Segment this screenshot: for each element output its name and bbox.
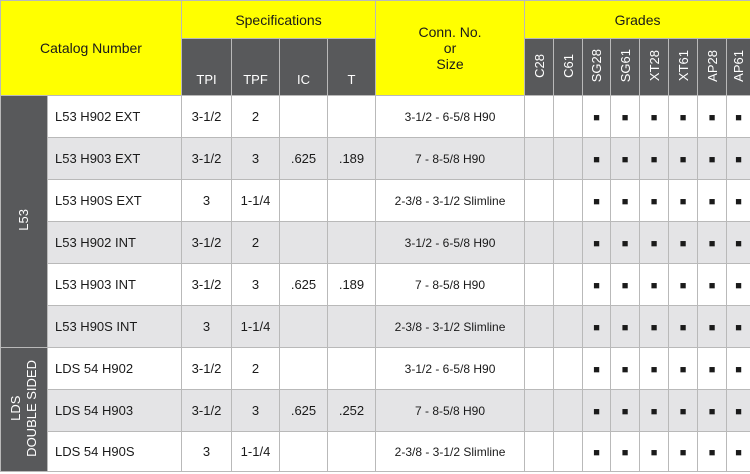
grade-mark-cell [554, 432, 583, 472]
grade-col-ap61 [727, 39, 750, 96]
grade-mark-cell [727, 390, 750, 432]
grade-mark-cell [727, 264, 750, 306]
grade-mark: ■ [735, 280, 742, 292]
grade-mark-cell [554, 390, 583, 432]
t-cell [328, 96, 376, 138]
group-label [8, 360, 40, 457]
grade-mark-cell [525, 264, 554, 306]
grade-mark-cell [727, 138, 750, 180]
grade-mark-cell [525, 348, 554, 390]
grade-mark-cell [554, 348, 583, 390]
tpf-cell: 3 [232, 390, 280, 432]
grade-mark-cell [727, 222, 750, 264]
grade-mark: ■ [593, 238, 600, 250]
grade-mark-cell [611, 138, 640, 180]
grade-mark-cell [698, 180, 727, 222]
grade-col-label: XT28 [646, 49, 662, 82]
grade-mark-cell [669, 432, 698, 472]
tpi-cell: 3-1/2 [182, 348, 232, 390]
grade-mark: ■ [708, 238, 716, 250]
group-label-line: LDS [8, 395, 23, 421]
spec-col-t: T [328, 39, 376, 96]
group-label [16, 209, 32, 231]
grade-mark: ■ [593, 364, 600, 376]
grade-mark: ■ [650, 322, 658, 334]
grade-mark: ■ [593, 154, 600, 166]
grade-mark: ■ [679, 406, 687, 418]
grade-mark: ■ [650, 112, 658, 124]
conn-header-line3: Size [436, 56, 464, 72]
grade-mark-cell [727, 432, 750, 472]
catalog-number-header: Catalog Number [1, 1, 182, 96]
grade-mark: ■ [650, 447, 658, 459]
ic-cell [280, 432, 328, 472]
connection-cell: 2-3/8 - 3-1/2 Slimline [376, 432, 525, 472]
grade-mark: ■ [593, 406, 600, 418]
grade-mark-cell [611, 348, 640, 390]
table-row [1, 96, 750, 138]
grade-mark-cell [583, 264, 611, 306]
tpi-cell: 3-1/2 [182, 264, 232, 306]
grade-mark: ■ [650, 406, 658, 418]
tpf-cell: 3 [232, 264, 280, 306]
connection-cell: 2-3/8 - 3-1/2 Slimline [376, 180, 525, 222]
grade-mark-cell [525, 180, 554, 222]
t-cell [328, 180, 376, 222]
tpi-cell: 3 [182, 306, 232, 348]
grade-col-sg61 [611, 39, 640, 96]
grade-mark: ■ [708, 154, 716, 166]
grade-mark: ■ [650, 238, 658, 250]
t-cell [328, 222, 376, 264]
ic-cell [280, 96, 328, 138]
grade-mark: ■ [708, 196, 716, 208]
catalog-number-cell: L53 H903 INT [48, 264, 182, 306]
grade-mark-cell [611, 306, 640, 348]
grade-mark: ■ [593, 322, 600, 334]
tpf-cell: 2 [232, 96, 280, 138]
t-cell: .189 [328, 138, 376, 180]
grade-mark-cell [698, 306, 727, 348]
catalog-number-cell: LDS 54 H903 [48, 390, 182, 432]
grade-mark-cell [727, 180, 750, 222]
grade-mark-cell [611, 432, 640, 472]
t-cell [328, 348, 376, 390]
grade-mark-cell [640, 390, 669, 432]
grade-mark-cell [525, 390, 554, 432]
connection-cell: 2-3/8 - 3-1/2 Slimline [376, 306, 525, 348]
ic-cell: .625 [280, 390, 328, 432]
tpf-cell: 1-1/4 [232, 432, 280, 472]
grade-col-label: XT61 [675, 49, 691, 82]
tpi-cell: 3-1/2 [182, 222, 232, 264]
grade-mark-cell [698, 390, 727, 432]
grade-mark-cell [525, 432, 554, 472]
grade-mark: ■ [621, 406, 629, 418]
t-cell [328, 306, 376, 348]
grade-mark-cell [727, 306, 750, 348]
group-label-cell [1, 348, 48, 472]
grade-mark: ■ [679, 112, 687, 124]
grade-mark-cell [583, 306, 611, 348]
tpf-cell: 1-1/4 [232, 180, 280, 222]
catalog-number-cell: L53 H90S EXT [48, 180, 182, 222]
grade-mark-cell [727, 348, 750, 390]
grade-mark-cell [669, 348, 698, 390]
grade-mark-cell [554, 306, 583, 348]
connection-cell: 7 - 8-5/8 H90 [376, 390, 525, 432]
tpi-cell: 3-1/2 [182, 96, 232, 138]
grade-mark: ■ [679, 364, 687, 376]
grade-mark: ■ [679, 196, 687, 208]
grade-mark-cell [669, 138, 698, 180]
grade-mark-cell [698, 138, 727, 180]
tpi-cell: 3 [182, 180, 232, 222]
grade-mark-cell [669, 264, 698, 306]
grade-mark-cell [583, 222, 611, 264]
grade-mark: ■ [735, 196, 742, 208]
group-label-cell [1, 96, 48, 348]
grade-mark-cell [698, 432, 727, 472]
grade-mark: ■ [621, 196, 629, 208]
grade-mark: ■ [621, 447, 629, 459]
grade-mark: ■ [593, 280, 600, 292]
grade-mark: ■ [708, 322, 716, 334]
grade-mark: ■ [621, 112, 629, 124]
connection-cell: 3-1/2 - 6-5/8 H90 [376, 222, 525, 264]
tpf-cell: 3 [232, 138, 280, 180]
spec-col-tpf: TPF [232, 39, 280, 96]
grade-mark-cell [554, 138, 583, 180]
grade-mark-cell [611, 222, 640, 264]
conn-header-line1: Conn. No. [418, 24, 482, 40]
grade-mark: ■ [679, 322, 687, 334]
t-cell [328, 432, 376, 472]
ic-cell [280, 306, 328, 348]
grade-mark-cell [554, 180, 583, 222]
table-row [1, 306, 750, 348]
grade-mark: ■ [593, 196, 600, 208]
grade-mark-cell [640, 348, 669, 390]
grade-mark: ■ [650, 364, 658, 376]
grade-mark-cell [640, 264, 669, 306]
grade-mark-cell [525, 222, 554, 264]
grade-mark: ■ [621, 364, 629, 376]
grade-mark-cell [554, 264, 583, 306]
ic-cell [280, 180, 328, 222]
connection-cell: 7 - 8-5/8 H90 [376, 264, 525, 306]
grade-col-label: C61 [560, 53, 576, 78]
grade-col-sg28 [583, 39, 611, 96]
catalog-number-cell: L53 H902 INT [48, 222, 182, 264]
grade-mark: ■ [735, 322, 742, 334]
grade-mark: ■ [708, 280, 716, 292]
grade-mark-cell [525, 306, 554, 348]
ic-cell: .625 [280, 138, 328, 180]
grade-mark: ■ [679, 280, 687, 292]
grade-mark-cell [669, 390, 698, 432]
grade-mark-cell [727, 96, 750, 138]
grade-mark: ■ [650, 280, 658, 292]
grade-mark: ■ [621, 238, 629, 250]
grade-col-xt28 [640, 39, 669, 96]
grade-mark: ■ [735, 112, 742, 124]
spec-col-tpi: TPI [182, 39, 232, 96]
table-row [1, 432, 750, 472]
connection-cell: 3-1/2 - 6-5/8 H90 [376, 348, 525, 390]
catalog-number-cell: LDS 54 H90S [48, 432, 182, 472]
grade-col-c61 [554, 39, 583, 96]
grade-mark-cell [525, 96, 554, 138]
grade-mark-cell [640, 222, 669, 264]
grade-mark-cell [611, 264, 640, 306]
grade-mark-cell [554, 96, 583, 138]
grade-mark: ■ [735, 238, 742, 250]
t-cell: .189 [328, 264, 376, 306]
specifications-header: Specifications [182, 1, 376, 39]
grade-mark-cell [669, 306, 698, 348]
grade-mark-cell [698, 264, 727, 306]
grade-mark: ■ [621, 154, 629, 166]
grade-col-label: AP28 [704, 49, 720, 82]
grade-mark: ■ [735, 364, 742, 376]
tpf-cell: 2 [232, 222, 280, 264]
grade-col-xt61 [669, 39, 698, 96]
grade-mark: ■ [679, 447, 687, 459]
t-cell: .252 [328, 390, 376, 432]
grade-mark: ■ [593, 447, 600, 459]
grade-mark-cell [583, 390, 611, 432]
tpi-cell: 3-1/2 [182, 138, 232, 180]
grade-mark-cell [640, 306, 669, 348]
connection-cell: 7 - 8-5/8 H90 [376, 138, 525, 180]
catalog-number-cell: LDS 54 H902 [48, 348, 182, 390]
grade-mark-cell [640, 96, 669, 138]
tpi-cell: 3-1/2 [182, 390, 232, 432]
grade-mark-cell [554, 222, 583, 264]
grade-mark-cell [611, 180, 640, 222]
grade-col-ap28 [698, 39, 727, 96]
grade-col-label: C28 [531, 53, 547, 78]
grade-mark-cell [669, 222, 698, 264]
grade-mark-cell [698, 222, 727, 264]
grade-mark-cell [583, 138, 611, 180]
grade-mark-cell [698, 348, 727, 390]
spec-col-ic: IC [280, 39, 328, 96]
grade-mark: ■ [735, 406, 742, 418]
grade-mark: ■ [593, 112, 600, 124]
grade-mark-cell [669, 180, 698, 222]
grade-mark-cell [611, 390, 640, 432]
grade-mark-cell [583, 432, 611, 472]
grade-mark-cell [640, 432, 669, 472]
grade-mark-cell [583, 180, 611, 222]
grade-mark: ■ [708, 112, 716, 124]
table-row [1, 390, 750, 432]
grade-mark: ■ [650, 154, 658, 166]
table-row [1, 138, 750, 180]
tpf-cell: 2 [232, 348, 280, 390]
catalog-number-cell: L53 H902 EXT [48, 96, 182, 138]
grade-mark: ■ [621, 322, 629, 334]
grade-col-label: AP61 [731, 49, 747, 82]
connection-size-header [376, 1, 525, 96]
grade-mark: ■ [708, 406, 716, 418]
grade-mark: ■ [679, 238, 687, 250]
grades-header: Grades [525, 1, 750, 39]
tpf-cell: 1-1/4 [232, 306, 280, 348]
grade-mark-cell [583, 348, 611, 390]
ic-cell [280, 348, 328, 390]
grade-col-label: SG28 [589, 48, 605, 83]
table-row [1, 264, 750, 306]
grade-mark: ■ [735, 447, 742, 459]
catalog-number-cell: L53 H90S INT [48, 306, 182, 348]
group-label-line: L53 [16, 209, 31, 231]
grade-mark: ■ [708, 364, 716, 376]
grade-mark-cell [640, 138, 669, 180]
grade-mark: ■ [679, 154, 687, 166]
table-row [1, 348, 750, 390]
grade-mark-cell [640, 180, 669, 222]
connection-cell: 3-1/2 - 6-5/8 H90 [376, 96, 525, 138]
group-label-line: DOUBLE SIDED [24, 359, 39, 457]
grade-mark: ■ [621, 280, 629, 292]
tpi-cell: 3 [182, 432, 232, 472]
table-row [1, 222, 750, 264]
grade-mark-cell [583, 96, 611, 138]
grade-mark-cell [611, 96, 640, 138]
grade-mark: ■ [708, 447, 716, 459]
table-row [1, 180, 750, 222]
conn-header-line2: or [443, 40, 457, 56]
grade-mark-cell [669, 96, 698, 138]
grade-mark-cell [698, 96, 727, 138]
grade-mark-cell [525, 138, 554, 180]
grade-mark: ■ [735, 154, 742, 166]
grade-col-label: SG61 [617, 48, 633, 83]
ic-cell [280, 222, 328, 264]
catalog-number-cell: L53 H903 EXT [48, 138, 182, 180]
grade-mark: ■ [650, 196, 658, 208]
grade-col-c28 [525, 39, 554, 96]
ic-cell: .625 [280, 264, 328, 306]
